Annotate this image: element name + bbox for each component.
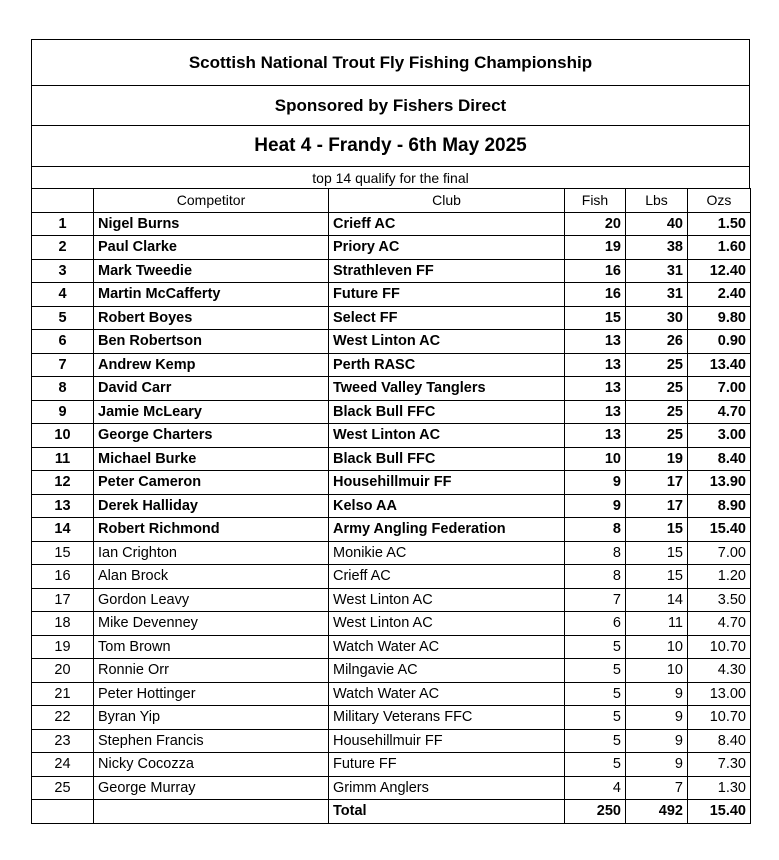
lbs-cell: 15: [626, 565, 688, 589]
table-row: [32, 776, 751, 800]
competitor-cell: Peter Cameron: [94, 471, 329, 495]
club-cell: Watch Water AC: [329, 682, 565, 706]
total-lbs: 492: [626, 800, 688, 824]
ozs-cell: 15.40: [688, 518, 751, 542]
position-cell: 17: [32, 588, 94, 612]
ozs-cell: 1.60: [688, 236, 751, 260]
club-cell: Military Veterans FFC: [329, 706, 565, 730]
position-cell: 7: [32, 353, 94, 377]
position-cell: 13: [32, 494, 94, 518]
ozs-cell: 13.90: [688, 471, 751, 495]
club-cell: West Linton AC: [329, 612, 565, 636]
position-cell: 20: [32, 659, 94, 683]
club-cell: Grimm Anglers: [329, 776, 565, 800]
lbs-cell: 15: [626, 541, 688, 565]
competitor-cell: Ronnie Orr: [94, 659, 329, 683]
lbs-cell: 17: [626, 471, 688, 495]
ozs-cell: 10.70: [688, 635, 751, 659]
ozs-cell: 7.30: [688, 753, 751, 777]
table-row: [32, 565, 751, 589]
competitor-cell: Alan Brock: [94, 565, 329, 589]
results-body: [32, 212, 751, 800]
fish-cell: 15: [565, 306, 626, 330]
position-cell: 24: [32, 753, 94, 777]
club-cell: West Linton AC: [329, 330, 565, 354]
sponsor-line: Sponsored by Fishers Direct: [31, 85, 750, 125]
table-row: [32, 306, 751, 330]
heat-title: Heat 4 - Frandy - 6th May 2025: [31, 125, 750, 167]
fish-cell: 4: [565, 776, 626, 800]
header-fish: Fish: [565, 189, 626, 213]
position-cell: 19: [32, 635, 94, 659]
club-cell: Black Bull FFC: [329, 447, 565, 471]
fish-cell: 5: [565, 635, 626, 659]
table-row: [32, 659, 751, 683]
table-row: [32, 447, 751, 471]
club-cell: Househillmuir FF: [329, 471, 565, 495]
fish-cell: 9: [565, 494, 626, 518]
position-cell: 22: [32, 706, 94, 730]
lbs-cell: 9: [626, 682, 688, 706]
club-cell: West Linton AC: [329, 588, 565, 612]
lbs-cell: 25: [626, 424, 688, 448]
competitor-cell: Ben Robertson: [94, 330, 329, 354]
table-row: [32, 682, 751, 706]
lbs-cell: 26: [626, 330, 688, 354]
lbs-cell: 25: [626, 353, 688, 377]
table-row: [32, 588, 751, 612]
header-ozs: Ozs: [688, 189, 751, 213]
position-cell: 11: [32, 447, 94, 471]
club-cell: Strathleven FF: [329, 259, 565, 283]
position-cell: 8: [32, 377, 94, 401]
lbs-cell: 10: [626, 659, 688, 683]
position-cell: 14: [32, 518, 94, 542]
position-cell: 10: [32, 424, 94, 448]
table-row: [32, 283, 751, 307]
header-competitor: Competitor: [94, 189, 329, 213]
table-row: [32, 612, 751, 636]
ozs-cell: 12.40: [688, 259, 751, 283]
ozs-cell: 4.30: [688, 659, 751, 683]
fish-cell: 13: [565, 424, 626, 448]
fish-cell: 13: [565, 330, 626, 354]
fish-cell: 5: [565, 682, 626, 706]
fish-cell: 13: [565, 377, 626, 401]
fish-cell: 8: [565, 518, 626, 542]
header-row: [32, 189, 751, 213]
position-cell: 21: [32, 682, 94, 706]
fish-cell: 8: [565, 565, 626, 589]
ozs-cell: 7.00: [688, 377, 751, 401]
ozs-cell: 10.70: [688, 706, 751, 730]
competitor-cell: Mike Devenney: [94, 612, 329, 636]
competitor-cell: Andrew Kemp: [94, 353, 329, 377]
lbs-cell: 9: [626, 706, 688, 730]
lbs-cell: 25: [626, 400, 688, 424]
fish-cell: 9: [565, 471, 626, 495]
club-cell: Black Bull FFC: [329, 400, 565, 424]
table-row: [32, 494, 751, 518]
fish-cell: 5: [565, 729, 626, 753]
club-cell: Watch Water AC: [329, 635, 565, 659]
competitor-cell: David Carr: [94, 377, 329, 401]
header-club: Club: [329, 189, 565, 213]
competitor-cell: Michael Burke: [94, 447, 329, 471]
position-cell: 2: [32, 236, 94, 260]
total-fish: 250: [565, 800, 626, 824]
club-cell: Househillmuir FF: [329, 729, 565, 753]
fish-cell: 16: [565, 283, 626, 307]
ozs-cell: 3.00: [688, 424, 751, 448]
club-cell: Priory AC: [329, 236, 565, 260]
table-row: [32, 377, 751, 401]
competitor-cell: Mark Tweedie: [94, 259, 329, 283]
fish-cell: 16: [565, 259, 626, 283]
competitor-cell: Jamie McLeary: [94, 400, 329, 424]
competitor-cell: Tom Brown: [94, 635, 329, 659]
fish-cell: 5: [565, 659, 626, 683]
table-row: [32, 541, 751, 565]
position-cell: 18: [32, 612, 94, 636]
table-row: [32, 471, 751, 495]
competitor-cell: Gordon Leavy: [94, 588, 329, 612]
lbs-cell: 10: [626, 635, 688, 659]
header-lbs: Lbs: [626, 189, 688, 213]
club-cell: Future FF: [329, 283, 565, 307]
ozs-cell: 9.80: [688, 306, 751, 330]
table-row: [32, 753, 751, 777]
table-row: [32, 518, 751, 542]
results-sheet: [31, 39, 750, 824]
ozs-cell: 7.00: [688, 541, 751, 565]
ozs-cell: 8.90: [688, 494, 751, 518]
lbs-cell: 15: [626, 518, 688, 542]
ozs-cell: 1.30: [688, 776, 751, 800]
table-row: [32, 400, 751, 424]
position-cell: 25: [32, 776, 94, 800]
fish-cell: 13: [565, 353, 626, 377]
total-label: Total: [329, 800, 565, 824]
table-row: [32, 353, 751, 377]
fish-cell: 5: [565, 706, 626, 730]
table-row: [32, 424, 751, 448]
lbs-cell: 9: [626, 753, 688, 777]
table-row: [32, 259, 751, 283]
lbs-cell: 9: [626, 729, 688, 753]
competitor-cell: Byran Yip: [94, 706, 329, 730]
results-table: [31, 188, 751, 824]
ozs-cell: 3.50: [688, 588, 751, 612]
club-cell: Army Angling Federation: [329, 518, 565, 542]
club-cell: Future FF: [329, 753, 565, 777]
ozs-cell: 8.40: [688, 447, 751, 471]
ozs-cell: 13.00: [688, 682, 751, 706]
lbs-cell: 7: [626, 776, 688, 800]
club-cell: West Linton AC: [329, 424, 565, 448]
ozs-cell: 13.40: [688, 353, 751, 377]
total-row: [32, 800, 751, 824]
fish-cell: 7: [565, 588, 626, 612]
table-row: [32, 236, 751, 260]
club-cell: Milngavie AC: [329, 659, 565, 683]
ozs-cell: 4.70: [688, 400, 751, 424]
lbs-cell: 31: [626, 259, 688, 283]
club-cell: Crieff AC: [329, 212, 565, 236]
table-row: [32, 635, 751, 659]
competitor-cell: Ian Crighton: [94, 541, 329, 565]
club-cell: Monikie AC: [329, 541, 565, 565]
competitor-cell: Nigel Burns: [94, 212, 329, 236]
competitor-cell: George Charters: [94, 424, 329, 448]
competitor-cell: George Murray: [94, 776, 329, 800]
competitor-cell: Paul Clarke: [94, 236, 329, 260]
lbs-cell: 17: [626, 494, 688, 518]
lbs-cell: 11: [626, 612, 688, 636]
total-pos-cell: [32, 800, 94, 824]
fish-cell: 20: [565, 212, 626, 236]
lbs-cell: 19: [626, 447, 688, 471]
competitor-cell: Nicky Cocozza: [94, 753, 329, 777]
ozs-cell: 1.50: [688, 212, 751, 236]
table-row: [32, 729, 751, 753]
club-cell: Perth RASC: [329, 353, 565, 377]
position-cell: 3: [32, 259, 94, 283]
position-cell: 4: [32, 283, 94, 307]
ozs-cell: 0.90: [688, 330, 751, 354]
position-cell: 9: [32, 400, 94, 424]
table-row: [32, 706, 751, 730]
position-cell: 5: [32, 306, 94, 330]
qualify-note: top 14 qualify for the final: [31, 167, 750, 188]
lbs-cell: 14: [626, 588, 688, 612]
club-cell: Kelso AA: [329, 494, 565, 518]
fish-cell: 19: [565, 236, 626, 260]
club-cell: Tweed Valley Tanglers: [329, 377, 565, 401]
lbs-cell: 30: [626, 306, 688, 330]
total-ozs: 15.40: [688, 800, 751, 824]
fish-cell: 8: [565, 541, 626, 565]
competitor-cell: Robert Boyes: [94, 306, 329, 330]
position-cell: 16: [32, 565, 94, 589]
club-cell: Crieff AC: [329, 565, 565, 589]
lbs-cell: 38: [626, 236, 688, 260]
ozs-cell: 1.20: [688, 565, 751, 589]
lbs-cell: 40: [626, 212, 688, 236]
ozs-cell: 4.70: [688, 612, 751, 636]
position-cell: 12: [32, 471, 94, 495]
competitor-cell: Derek Halliday: [94, 494, 329, 518]
competitor-cell: Martin McCafferty: [94, 283, 329, 307]
lbs-cell: 31: [626, 283, 688, 307]
competitor-cell: Stephen Francis: [94, 729, 329, 753]
position-cell: 6: [32, 330, 94, 354]
total-name-cell: [94, 800, 329, 824]
club-cell: Select FF: [329, 306, 565, 330]
position-cell: 23: [32, 729, 94, 753]
ozs-cell: 8.40: [688, 729, 751, 753]
competitor-cell: Peter Hottinger: [94, 682, 329, 706]
header-position: [32, 189, 94, 213]
fish-cell: 10: [565, 447, 626, 471]
championship-title: Scottish National Trout Fly Fishing Championship: [31, 39, 750, 85]
competitor-cell: Robert Richmond: [94, 518, 329, 542]
lbs-cell: 25: [626, 377, 688, 401]
table-row: [32, 330, 751, 354]
position-cell: 15: [32, 541, 94, 565]
fish-cell: 6: [565, 612, 626, 636]
position-cell: 1: [32, 212, 94, 236]
fish-cell: 5: [565, 753, 626, 777]
fish-cell: 13: [565, 400, 626, 424]
ozs-cell: 2.40: [688, 283, 751, 307]
table-row: [32, 212, 751, 236]
